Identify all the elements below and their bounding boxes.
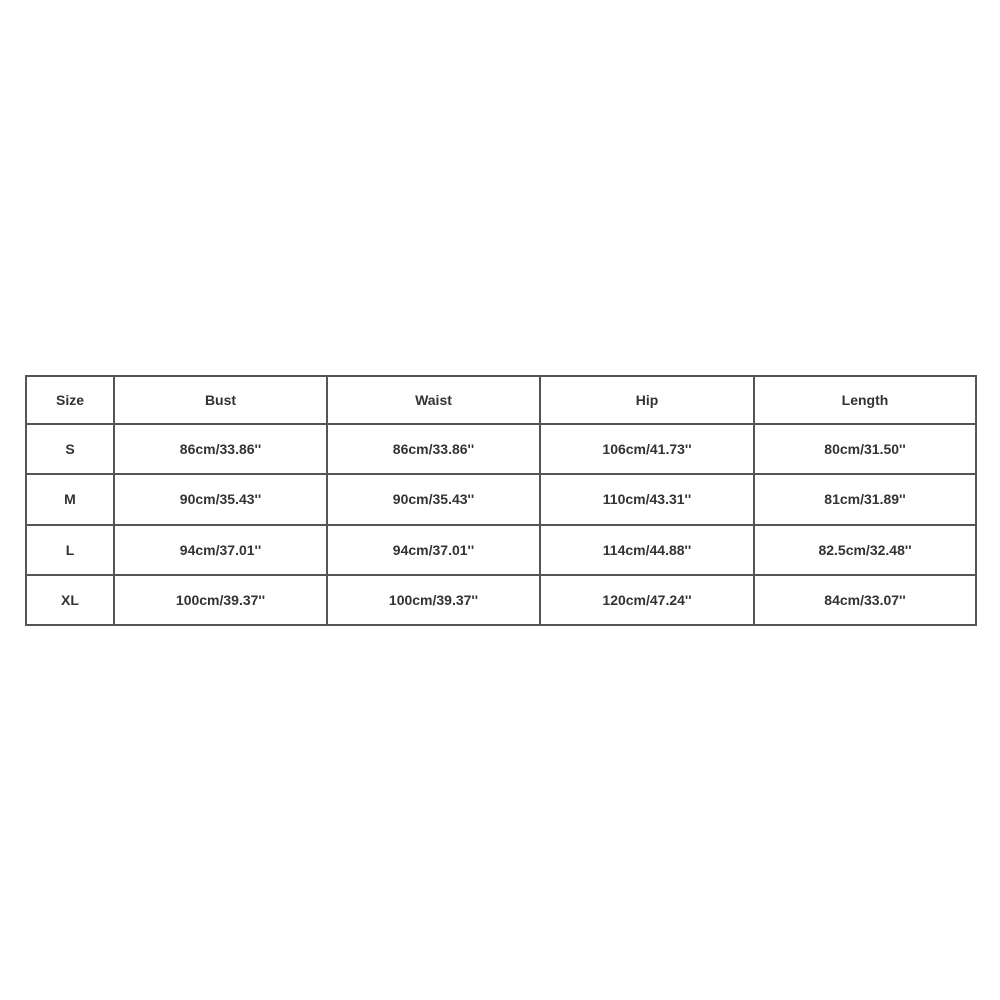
cell-bust: 94cm/37.01''	[114, 525, 327, 575]
cell-bust: 90cm/35.43''	[114, 474, 327, 524]
cell-hip: 106cm/41.73''	[540, 424, 754, 474]
cell-size: S	[26, 424, 114, 474]
size-chart-table	[25, 375, 977, 626]
cell-length: 81cm/31.89''	[754, 474, 976, 524]
cell-hip: 110cm/43.31''	[540, 474, 754, 524]
table-row	[26, 525, 976, 575]
table-row	[26, 424, 976, 474]
header-size: Size	[26, 376, 114, 424]
cell-size: M	[26, 474, 114, 524]
cell-length: 84cm/33.07''	[754, 575, 976, 625]
header-length: Length	[754, 376, 976, 424]
cell-waist: 90cm/35.43''	[327, 474, 540, 524]
cell-bust: 86cm/33.86''	[114, 424, 327, 474]
header-bust: Bust	[114, 376, 327, 424]
cell-hip: 120cm/47.24''	[540, 575, 754, 625]
header-waist: Waist	[327, 376, 540, 424]
table-row	[26, 474, 976, 524]
cell-waist: 86cm/33.86''	[327, 424, 540, 474]
table-row	[26, 575, 976, 625]
header-hip: Hip	[540, 376, 754, 424]
cell-size: XL	[26, 575, 114, 625]
cell-size: L	[26, 525, 114, 575]
cell-length: 80cm/31.50''	[754, 424, 976, 474]
cell-bust: 100cm/39.37''	[114, 575, 327, 625]
table-header-row	[26, 376, 976, 424]
cell-waist: 94cm/37.01''	[327, 525, 540, 575]
cell-length: 82.5cm/32.48''	[754, 525, 976, 575]
cell-waist: 100cm/39.37''	[327, 575, 540, 625]
cell-hip: 114cm/44.88''	[540, 525, 754, 575]
